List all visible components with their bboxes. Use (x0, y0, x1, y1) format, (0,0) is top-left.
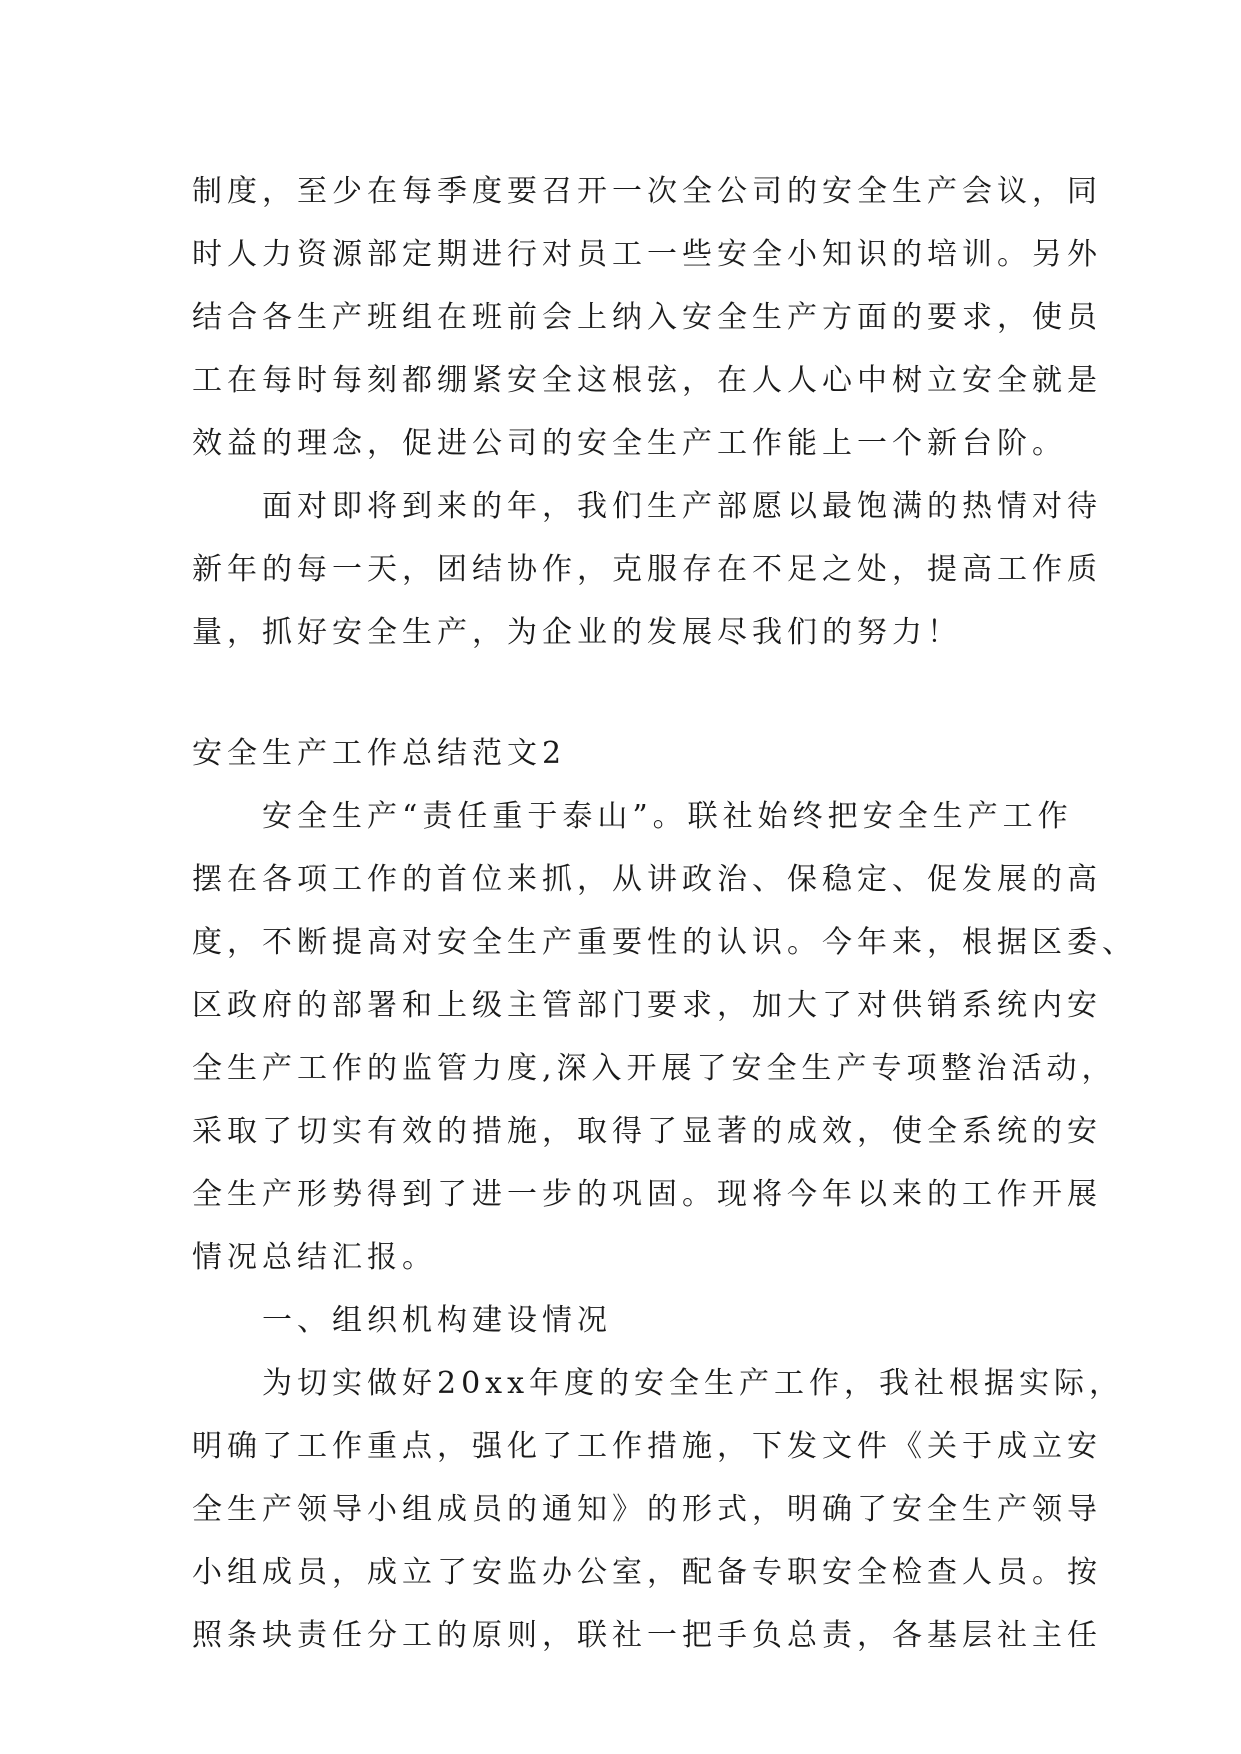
text-line: 工在每时每刻都绷紧安全这根弦，在人人心中树立安全就是 (192, 363, 1102, 398)
text-line: 新年的每一天，团结协作，克服存在不足之处，提高工作质 (192, 552, 1102, 587)
text-line: 结合各生产班组在班前会上纳入安全生产方面的要求，使员 (192, 300, 1102, 335)
text-line: 面对即将到来的年，我们生产部愿以最饱满的热情对待 (192, 489, 1102, 524)
text-line: 采取了切实有效的措施，取得了显著的成效，使全系统的安 (192, 1114, 1102, 1149)
text-line: 全生产工作的监管力度,深入开展了安全生产专项整治活动， (192, 1051, 1117, 1086)
text-line: 区政府的部署和上级主管部门要求，加大了对供销系统内安 (192, 988, 1102, 1023)
text-line: 全生产形势得到了进一步的巩固。现将今年以来的工作开展 (192, 1177, 1102, 1212)
text-line: 制度，至少在每季度要召开一次全公司的安全生产会议，同 (192, 174, 1102, 209)
text-line: 全生产领导小组成员的通知》的形式，明确了安全生产领导 (192, 1492, 1102, 1527)
text-line: 度，不断提高对安全生产重要性的认识。今年来，根据区委、 (192, 925, 1137, 960)
text-line: 明确了工作重点，强化了工作措施，下发文件《关于成立安 (192, 1429, 1102, 1464)
text-line: 安全生产“责任重于泰山”。联社始终把安全生产工作 (192, 799, 1073, 834)
text-line: 情况总结汇报。 (192, 1240, 437, 1275)
text-line: 效益的理念，促进公司的安全生产工作能上一个新台阶。 (192, 426, 1067, 461)
text-line: 照条块责任分工的原则，联社一把手负总责，各基层社主任 (192, 1618, 1102, 1653)
text-line: 时人力资源部定期进行对员工一些安全小知识的培训。另外 (192, 237, 1102, 272)
text-line: 摆在各项工作的首位来抓，从讲政治、保稳定、促发展的高 (192, 862, 1102, 897)
section-title: 安全生产工作总结范文2 (192, 736, 567, 771)
document-body (192, 160, 1137, 1667)
section-gap (192, 664, 1062, 722)
text-line: 量，抓好安全生产，为企业的发展尽我们的努力！ (192, 615, 962, 650)
subheading: 一、组织机构建设情况 (192, 1303, 612, 1338)
text-line: 为切实做好20xx年度的安全生产工作，我社根据实际， (192, 1366, 1125, 1401)
text-line: 小组成员，成立了安监办公室，配备专职安全检查人员。按 (192, 1555, 1102, 1590)
